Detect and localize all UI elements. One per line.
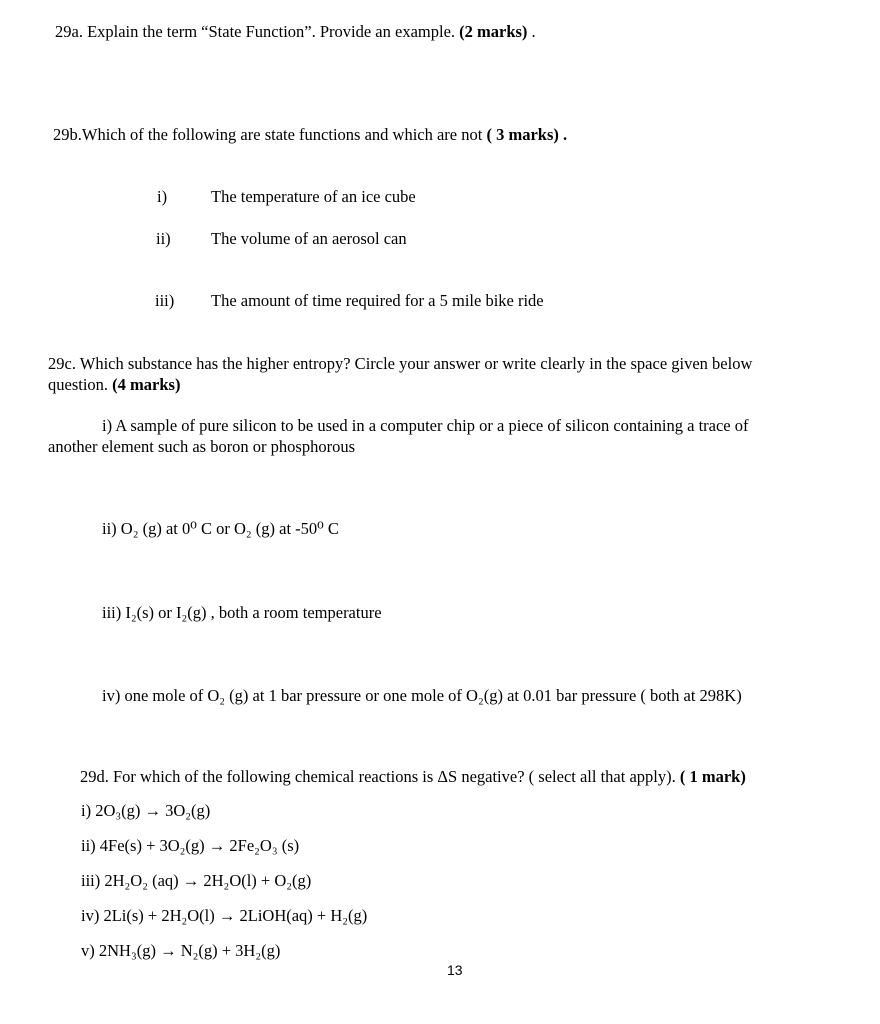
reaction-item: iii) 2H₂O₂ (aq) → 2H₂O(l) + O₂(g) <box>81 871 312 890</box>
question-29c-item-i-line2: another element such as boron or phosphorous <box>48 437 356 456</box>
question-29c-item-iii: iii) I₂(s) or I₂(g) , both a room temperature <box>102 603 382 622</box>
list-item-text: The amount of time required for a 5 mile bike ride <box>211 291 544 310</box>
list-item-number: i) <box>157 187 168 206</box>
list-item-text: The temperature of an ice cube <box>211 187 416 206</box>
question-29d-marks: ( 1 mark) <box>679 767 746 786</box>
reaction-item: v) 2NH₃(g) → N₂(g) + 3H₂(g) <box>81 941 281 960</box>
question-29c-text: question. <box>48 375 113 394</box>
question-29a <box>55 21 536 42</box>
list-item-number: ii) <box>156 229 171 248</box>
question-29b-marks-close: ) . <box>553 125 568 144</box>
question-29d <box>80 766 746 787</box>
reaction-item: iv) 2Li(s) + 2H₂O(l) → 2LiOH(aq) + H₂(g) <box>81 906 368 925</box>
question-29c-line2 <box>48 374 180 395</box>
reaction-item: i) 2O₃(g) → 3O₂(g) <box>81 801 211 820</box>
question-29b <box>53 124 567 145</box>
question-29c-item-i-line1: i) A sample of pure silicon to be used in a computer chip or a piece of silicon containing a trace of <box>102 416 749 435</box>
reaction-item: ii) 4Fe(s) + 3O₂(g) → 2Fe₂O₃ (s) <box>81 836 300 855</box>
question-29c-item-iv: iv) one mole of O₂ (g) at 1 bar pressure or one mole of O₂(g) at 0.01 bar pressure ( both at 298K) <box>102 686 742 705</box>
question-29c-line1: 29c. Which substance has the higher entropy? Circle your answer or write clearly in the space given below <box>48 354 753 373</box>
question-29a-text: 29a. Explain the term “State Function”. Provide an example. <box>55 22 460 41</box>
question-29a-marks: (2 marks) <box>459 22 528 41</box>
list-item-number: iii) <box>155 291 175 310</box>
page-number: 13 <box>447 962 463 978</box>
question-29b-marks-open: ( <box>486 125 497 144</box>
question-29b-text: 29b.Which of the following are state functions and which are not <box>53 125 487 144</box>
question-29c-item-ii: ii) O₂ (g) at 0⁰ C or O₂ (g) at -50⁰ C <box>102 519 339 538</box>
question-29a-end: . <box>527 22 536 41</box>
list-item-text: The volume of an aerosol can <box>211 229 407 248</box>
question-29d-text: 29d. For which of the following chemical reactions is ΔS negative? ( select all that apply). <box>80 767 680 786</box>
question-29b-marks: 3 marks <box>496 125 554 144</box>
question-29c-marks: (4 marks) <box>112 375 181 394</box>
